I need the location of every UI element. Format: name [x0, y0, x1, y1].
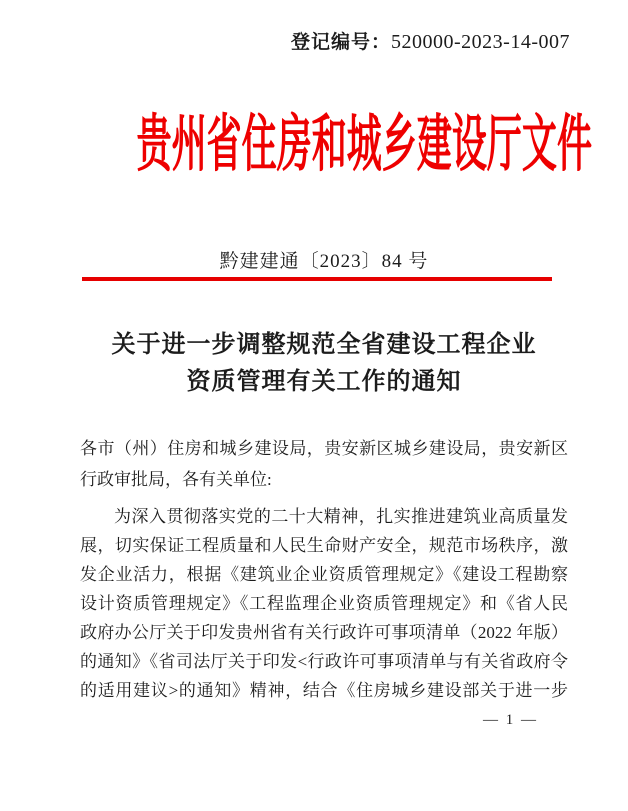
registration-number: 520000-2023-14-007 — [391, 31, 570, 53]
body-line: 的通知》《省司法厅关于印发<行政许可事项清单与有关省政府令 — [80, 652, 568, 671]
addressee-block — [80, 433, 568, 495]
red-separator-line — [82, 277, 552, 281]
body-line: 展，切实保证工程质量和人民生命财产安全，规范市场秩序，激 — [80, 536, 568, 555]
body-line: 设计资质管理规定》《工程监理企业资质管理规定》和《省人民 — [80, 594, 568, 613]
registration-line — [291, 31, 570, 54]
notice-title-line-1: 关于进一步调整规范全省建设工程企业 — [111, 332, 537, 358]
document-number: 黔建建通〔2023〕84 号 — [219, 251, 429, 272]
body-line: 发企业活力，根据《建筑业企业资质管理规定》《建设工程勘察 — [80, 565, 568, 584]
body-line: 政府办公厅关于印发贵州省有关行政许可事项清单（2022 年版） — [80, 623, 568, 642]
body-paragraph — [80, 502, 568, 705]
notice-title-line-2: 资质管理有关工作的通知 — [186, 369, 462, 395]
red-header-title: 贵州省住房和城乡建设厅文件 — [136, 111, 592, 179]
addressee-line: 行政审批局，各有关单位: — [80, 470, 272, 489]
addressee-line: 各市（州）住房和城乡建设局，贵安新区城乡建设局，贵安新区 — [80, 439, 568, 458]
notice-title — [80, 327, 568, 401]
body-line: 的适用建议>的通知》精神，结合《住房城乡建设部关于进一步 — [80, 681, 568, 700]
document-body — [80, 433, 568, 705]
page-number: — 1 — — [483, 712, 538, 728]
registration-label: 登记编号： — [291, 32, 392, 53]
body-line: 为深入贯彻落实党的二十大精神，扎实推进建筑业高质量发 — [114, 507, 568, 526]
